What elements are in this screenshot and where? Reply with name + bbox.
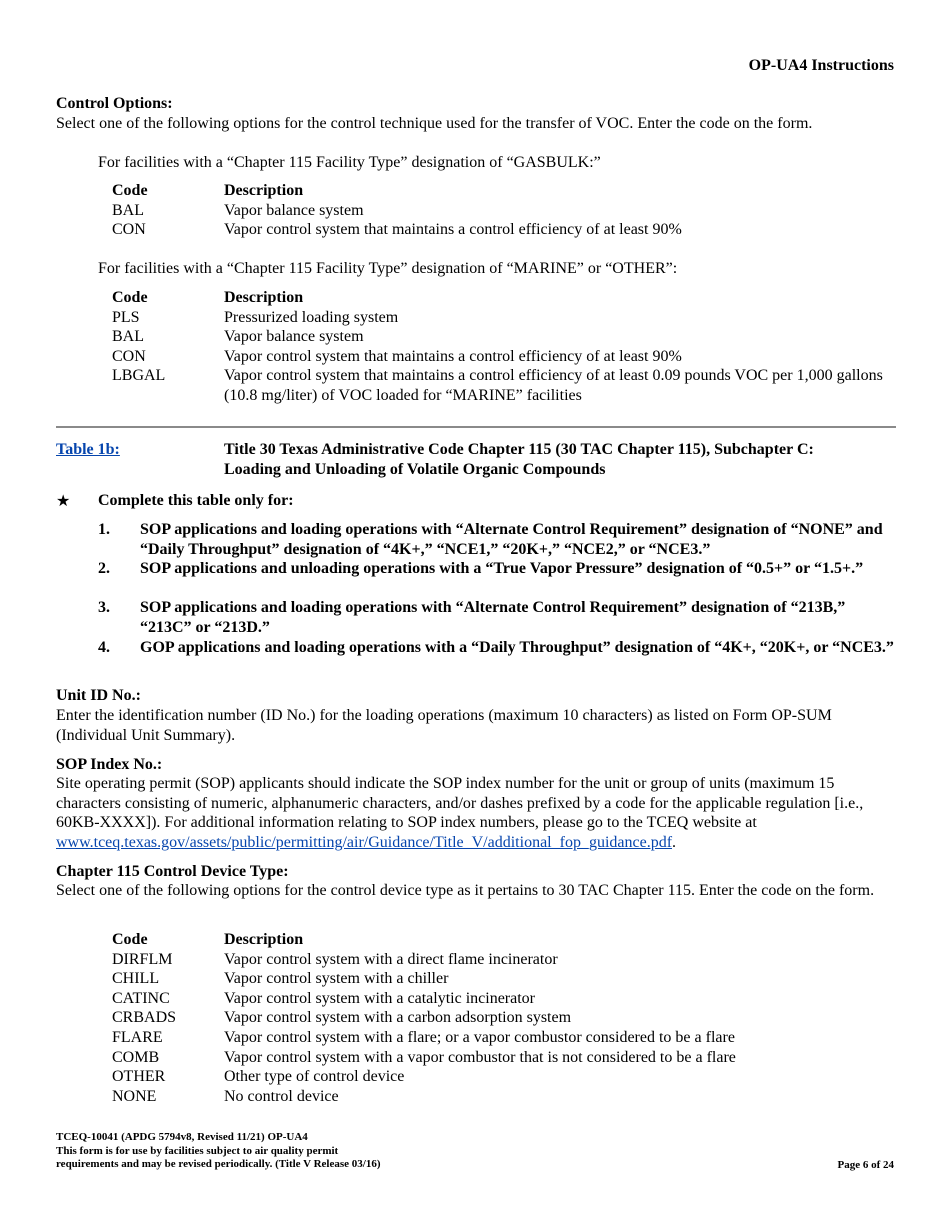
description-cell: Vapor balance system: [224, 328, 364, 346]
table-row: [112, 308, 892, 328]
sop-index-paragraph: [56, 774, 896, 852]
table-row: [112, 950, 892, 970]
code-cell: CHILL: [112, 970, 160, 988]
list-item-text: SOP applications and unloading operations with a “True Vapor Pressure” designation of “0.5+” or “1.5+.”: [140, 560, 864, 577]
device-type-intro: Select one of the following options for the control device type as it pertains to 30 TAC Chapter 115. Enter the code on the form.: [56, 882, 875, 899]
list-item: [98, 559, 898, 579]
page-number: Page 6 of 24: [837, 1159, 894, 1171]
table-row: [112, 1008, 892, 1028]
description-cell: Pressurized loading system: [224, 308, 399, 326]
description-cell: Vapor control system with a catalytic incinerator: [224, 989, 536, 1007]
list-item-number: 2.: [98, 560, 110, 577]
description-cell: Vapor control system with a chiller: [224, 970, 449, 988]
marine-intro: For facilities with a “Chapter 115 Facility Type” designation of “MARINE” or “OTHER”:: [98, 260, 678, 277]
table-header-row: [112, 288, 892, 308]
section-divider: [56, 426, 896, 428]
table-row: [112, 220, 892, 240]
list-item: [98, 520, 898, 559]
control-options-intro: Select one of the following options for the control technique used for the transfer of VOC. Enter the code on the form.: [56, 115, 813, 132]
tceq-guidance-link[interactable]: www.tceq.texas.gov/assets/public/permitting/air/Guidance/Title_V/additional_fop_guidance.pdf: [56, 833, 673, 851]
table-row: [112, 969, 892, 989]
code-cell: NONE: [112, 1087, 157, 1105]
page-footer: [56, 1131, 380, 1172]
table-header-row: [112, 181, 892, 201]
description-header: Description: [224, 289, 304, 306]
list-item: [98, 638, 898, 658]
code-cell: CRBADS: [112, 1009, 177, 1027]
gasbulk-code-table: [112, 181, 892, 240]
control-options-heading: Control Options:: [56, 95, 173, 112]
table-header-row: [112, 930, 892, 950]
table-1b-title: [224, 440, 896, 479]
table-row: [112, 201, 892, 221]
unit-id-text: Enter the identification number (ID No.) for the loading operations (maximum 10 characters) as listed on Form OP-SUM (Individual Unit Summary).: [56, 707, 832, 744]
device-code-table: [112, 930, 892, 1106]
marine-code-table: [112, 288, 892, 406]
code-header: Code: [112, 182, 148, 199]
code-cell: FLARE: [112, 1028, 163, 1046]
description-header: Description: [224, 182, 304, 199]
footer-notice-line1: This form is for use by facilities subject to air quality permit: [56, 1144, 339, 1157]
gasbulk-intro: For facilities with a “Chapter 115 Facility Type” designation of “GASBULK:”: [98, 154, 601, 171]
table-row: [112, 327, 892, 347]
complete-for-heading: Complete this table only for:: [98, 492, 294, 509]
code-cell: CON: [112, 221, 146, 239]
list-item-text: SOP applications and loading operations with “Alternate Control Requirement” designation of “213B,” “213C” or “213D.”: [140, 599, 846, 636]
device-type-heading: Chapter 115 Control Device Type:: [56, 863, 289, 880]
description-cell: No control device: [224, 1087, 339, 1105]
table-row: [112, 989, 892, 1009]
code-cell: BAL: [112, 201, 144, 219]
description-cell: Vapor control system that maintains a control efficiency of at least 90%: [224, 347, 682, 365]
table-row: [112, 366, 892, 405]
description-cell: Other type of control device: [224, 1068, 405, 1086]
unit-id-heading: Unit ID No.:: [56, 687, 141, 704]
description-cell: Vapor control system that maintains a control efficiency of at least 90%: [224, 221, 682, 239]
description-cell: Vapor control system with a vapor combustor that is not considered to be a flare: [224, 1048, 736, 1066]
table-1b-link[interactable]: Table 1b:: [56, 441, 120, 458]
list-item-number: 4.: [98, 639, 110, 656]
description-cell: Vapor control system with a carbon adsorption system: [224, 1009, 572, 1027]
code-cell: CATINC: [112, 989, 170, 1007]
table-1b-title-line2: Loading and Unloading of Volatile Organic Compounds: [224, 460, 606, 478]
list-item: [98, 598, 898, 637]
page-header-title: OP-UA4 Instructions: [748, 57, 894, 74]
sop-index-heading: SOP Index No.:: [56, 756, 163, 773]
table-row: [112, 347, 892, 367]
description-cell: Vapor control system with a flare; or a vapor combustor considered to be a flare: [224, 1028, 735, 1046]
description-cell: Vapor balance system: [224, 201, 364, 219]
list-item-text: SOP applications and loading operations with “Alternate Control Requirement” designation of “NONE” and “Daily Throughput” designation of “4K+,” “NCE1,” “20K+,” “NCE2,” or “NCE3.”: [140, 521, 883, 558]
footer-notice-line2: requirements and may be revised periodically. (Title V Release 03/16): [56, 1158, 381, 1170]
list-item-number: 1.: [98, 521, 110, 538]
code-cell: OTHER: [112, 1068, 166, 1086]
table-row: [112, 1028, 892, 1048]
code-header: Code: [112, 289, 148, 306]
code-cell: DIRFLM: [112, 950, 173, 968]
table-1b-title-line1: Title 30 Texas Administrative Code Chapter 115 (30 TAC Chapter 115), Subchapter C:: [224, 441, 814, 458]
code-cell: PLS: [112, 308, 140, 326]
code-cell: CON: [112, 347, 146, 365]
table-row: [112, 1087, 892, 1107]
code-cell: BAL: [112, 328, 144, 346]
list-item-text: GOP applications and loading operations with a “Daily Throughput” designation of “4K+, “20K+, or “NCE3.”: [140, 639, 894, 656]
description-cell: Vapor control system with a direct flame incinerator: [224, 950, 558, 968]
code-header: Code: [112, 931, 148, 948]
description-cell: Vapor control system that maintains a control efficiency of at least 0.09 pounds VOC per 1,000 gallons (10.8 mg/liter) of VOC loaded for “MARINE” facilities: [224, 367, 883, 404]
star-icon: ★: [56, 493, 71, 510]
sop-index-text: Site operating permit (SOP) applicants should indicate the SOP index number for the unit or group of units (maximum 15 characters consisting of numeric, alphanumeric characters, and/or dashes prefixed by a code for the applicable regulation [i.e., 60KB-XXXX]). For additional information relating to SOP index numbers, please go to the TCEQ website at: [56, 775, 864, 832]
sop-index-trail: .: [672, 833, 677, 851]
table-row: [112, 1067, 892, 1087]
footer-form-id: TCEQ-10041 (APDG 5794v8, Revised 11/21) OP-UA4: [56, 1131, 308, 1143]
code-cell: COMB: [112, 1048, 160, 1066]
table-row: [112, 1048, 892, 1068]
description-header: Description: [224, 931, 304, 948]
list-item-number: 3.: [98, 599, 110, 616]
code-cell: LBGAL: [112, 367, 166, 385]
